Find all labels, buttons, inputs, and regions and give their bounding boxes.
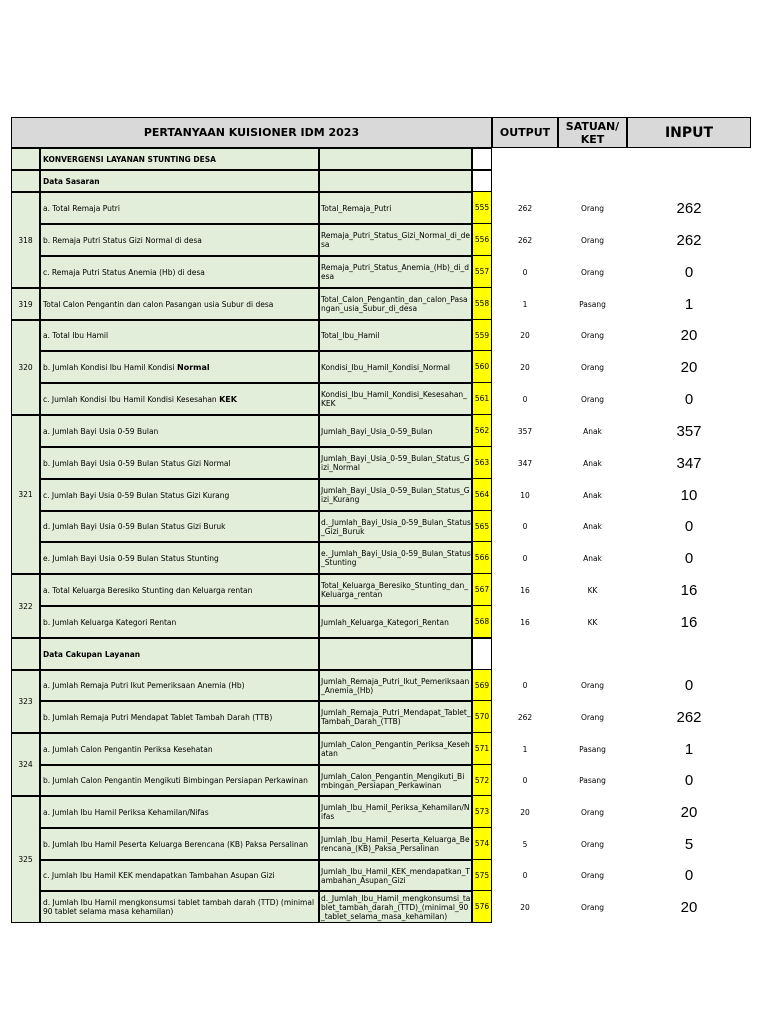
input-value: 20 xyxy=(680,358,698,376)
variable-cell: Total_Calon_Pengantin_dan_calon_Pasangan_usia_Subur_di_desa xyxy=(319,288,472,320)
question-cell xyxy=(40,606,319,638)
question-text: b. Jumlah Remaja Putri Mendapat Tablet Tambah Darah (TTB) xyxy=(43,712,273,722)
question-cell xyxy=(40,796,319,828)
question-text: c. Jumlah Bayi Usia 0-59 Bulan Status Gizi Kurang xyxy=(43,490,230,500)
code-cell: 561 xyxy=(472,383,492,415)
output-value: 20 xyxy=(520,331,530,340)
input-value: 262 xyxy=(676,199,702,217)
output-value: 16 xyxy=(520,617,530,627)
variable-cell: d._Jumlah_Ibu_Hamil_mengkonsumsi_tablet_tambah_darah_(TTD)_(minimal_90_tablet_selama_masa_kehamilan) xyxy=(319,891,472,923)
group-number: 321 xyxy=(11,415,40,574)
question-text: c. Jumlah Kondisi Ibu Hamil Kondisi Kesesahan xyxy=(43,394,220,404)
output-value: 347 xyxy=(517,458,533,468)
code-cell: 568 xyxy=(472,606,492,638)
variable-cell: Jumlah_Remaja_Putri_Mendapat_Tablet_Tambah_Darah_(TTB) xyxy=(319,701,472,733)
code-cell: 557 xyxy=(472,256,492,288)
question-cell xyxy=(40,383,319,415)
variable-cell: Total_Ibu_Hamil xyxy=(319,320,472,351)
code-cell: 565 xyxy=(472,511,492,542)
input-value: 0 xyxy=(684,867,694,884)
section-konvergensi-code xyxy=(472,148,492,170)
section-sasaran-num xyxy=(11,170,40,192)
input-value: 0 xyxy=(684,772,694,789)
satuan-value: Orang xyxy=(580,394,605,404)
question-text: a. Jumlah Ibu Hamil Periksa Kehamilan/Nifas xyxy=(43,807,209,817)
input-value: 0 xyxy=(684,549,694,567)
code-cell: 573 xyxy=(472,796,492,828)
satuan-value: KK xyxy=(587,585,598,595)
variable-cell: Jumlah_Calon_Pengantin_Periksa_Kesehatan xyxy=(319,733,472,765)
section-cakupan-value xyxy=(319,638,472,670)
group-number: 318 xyxy=(11,192,40,288)
output-value: 1 xyxy=(522,744,528,754)
input-value: 357 xyxy=(676,422,702,440)
input-value: 5 xyxy=(684,835,694,853)
satuan-value: Anak xyxy=(583,490,602,500)
question-text: d. Jumlah Ibu Hamil mengkonsumsi tablet tambah darah (TTD) (minimal 90 tablet selama masa kehamilan) xyxy=(43,898,315,916)
code-cell: 556 xyxy=(472,224,492,256)
input-value: 1 xyxy=(684,740,694,758)
group-number: 320 xyxy=(11,320,40,415)
question-cell xyxy=(40,192,319,224)
section-sasaran-label: Data Sasaran xyxy=(40,170,319,192)
question-cell xyxy=(40,479,319,511)
variable-cell: Jumlah_Ibu_Hamil_Periksa_Kehamilan/Nifas xyxy=(319,796,472,828)
variable-cell: Remaja_Putri_Status_Anemia_(Hb)_di_desa xyxy=(319,256,472,288)
question-cell xyxy=(40,224,319,256)
code-cell: 572 xyxy=(472,765,492,796)
satuan-value: Orang xyxy=(580,902,605,912)
satuan-value: Orang xyxy=(580,331,605,340)
variable-cell: Remaja_Putri_Status_Gizi_Normal_di_desa xyxy=(319,224,472,256)
section-sasaran-value xyxy=(319,170,472,192)
question-text: b. Jumlah Ibu Hamil Peserta Keluarga Berencana (KB) Paksa Persalinan xyxy=(43,839,309,849)
input-value: 0 xyxy=(684,518,694,535)
satuan-value: Orang xyxy=(580,807,605,817)
variable-cell: Jumlah_Bayi_Usia_0-59_Bulan_Status_Gizi_Kurang xyxy=(319,479,472,511)
output-value: 16 xyxy=(520,585,530,595)
question-cell xyxy=(40,511,319,542)
group-number: 322 xyxy=(11,574,40,638)
header-satuan-line2: KET xyxy=(580,132,605,146)
question-cell xyxy=(40,733,319,765)
question-cell xyxy=(40,351,319,383)
group-number: 323 xyxy=(11,670,40,733)
satuan-value: Anak xyxy=(583,426,602,436)
header-input: INPUT xyxy=(627,117,751,148)
satuan-value: Anak xyxy=(583,522,602,531)
input-value: 262 xyxy=(676,708,702,726)
code-cell: 555 xyxy=(472,192,492,224)
variable-cell: Jumlah_Ibu_Hamil_KEK_mendapatkan_Tambahan_Asupan_Gizi xyxy=(319,860,472,891)
input-value: 0 xyxy=(684,263,694,281)
question-cell xyxy=(40,860,319,891)
output-value: 20 xyxy=(520,362,530,372)
variable-cell: Jumlah_Keluarga_Kategori_Rentan xyxy=(319,606,472,638)
input-value: 0 xyxy=(684,390,694,408)
question-cell xyxy=(40,256,319,288)
group-number: 325 xyxy=(11,796,40,923)
output-value: 262 xyxy=(517,712,533,722)
question-text: b. Jumlah Keluarga Kategori Rentan xyxy=(43,617,177,627)
question-cell xyxy=(40,320,319,351)
question-text: a. Total Keluarga Beresiko Stunting dan Keluarga rentan xyxy=(43,585,253,595)
output-value: 20 xyxy=(520,902,530,912)
output-value: 357 xyxy=(517,426,533,436)
satuan-value: KK xyxy=(587,617,598,627)
satuan-value: Orang xyxy=(580,235,605,245)
variable-cell: Total_Keluarga_Beresiko_Stunting_dan_Keluarga_rentan xyxy=(319,574,472,606)
question-cell xyxy=(40,765,319,796)
output-value: 0 xyxy=(522,871,528,880)
header-satuan xyxy=(558,117,627,148)
output-value: 0 xyxy=(522,394,528,404)
section-sasaran-code xyxy=(472,170,492,192)
question-text: Total Calon Pengantin dan calon Pasangan usia Subur di desa xyxy=(43,299,274,309)
question-cell xyxy=(40,828,319,860)
section-cakupan-code xyxy=(472,638,492,670)
satuan-value: Orang xyxy=(580,681,605,690)
question-cell xyxy=(40,891,319,923)
question-cell xyxy=(40,288,319,320)
satuan-value: Orang xyxy=(580,267,605,277)
question-text: c. Remaja Putri Status Anemia (Hb) di desa xyxy=(43,267,205,277)
variable-cell: e._Jumlah_Bayi_Usia_0-59_Bulan_Status_Stunting xyxy=(319,542,472,574)
satuan-value: Orang xyxy=(580,712,605,722)
code-cell: 569 xyxy=(472,670,492,701)
section-konvergensi-value xyxy=(319,148,472,170)
question-text: a. Total Remaja Putri xyxy=(43,203,120,213)
questionnaire-table xyxy=(11,117,751,924)
code-cell: 576 xyxy=(472,891,492,923)
question-cell xyxy=(40,574,319,606)
section-konvergensi-label: KONVERGENSI LAYANAN STUNTING DESA xyxy=(40,148,319,170)
code-cell: 558 xyxy=(472,288,492,320)
question-text: c. Jumlah Ibu Hamil KEK mendapatkan Tambahan Asupan Gizi xyxy=(43,871,275,880)
question-cell xyxy=(40,447,319,479)
code-cell: 567 xyxy=(472,574,492,606)
header-question: PERTANYAAN KUISIONER IDM 2023 xyxy=(11,117,492,148)
output-value: 0 xyxy=(522,776,528,785)
satuan-value: Pasang xyxy=(579,744,606,754)
output-value: 0 xyxy=(522,267,528,277)
code-cell: 571 xyxy=(472,733,492,765)
input-value: 20 xyxy=(680,898,698,916)
input-value: 0 xyxy=(684,677,694,694)
question-text: e. Jumlah Bayi Usia 0-59 Bulan Status Stunting xyxy=(43,553,219,563)
input-value: 347 xyxy=(676,454,702,472)
question-emphasis: Normal xyxy=(177,362,210,372)
section-cakupan-label: Data Cakupan Layanan xyxy=(40,638,319,670)
code-cell: 560 xyxy=(472,351,492,383)
question-text: b. Jumlah Calon Pengantin Mengikuti Bimbingan Persiapan Perkawinan xyxy=(43,776,308,785)
section-konvergensi-num xyxy=(11,148,40,170)
input-value: 10 xyxy=(680,486,698,504)
satuan-value: Orang xyxy=(580,871,605,880)
question-text: a. Total Ibu Hamil xyxy=(43,331,109,340)
satuan-value: Anak xyxy=(583,458,602,468)
variable-cell: Jumlah_Bayi_Usia_0-59_Bulan_Status_Gizi_Normal xyxy=(319,447,472,479)
question-text: d. Jumlah Bayi Usia 0-59 Bulan Status Gizi Buruk xyxy=(43,522,226,531)
code-cell: 570 xyxy=(472,701,492,733)
output-value: 262 xyxy=(517,235,533,245)
question-cell xyxy=(40,670,319,701)
header-output: OUTPUT xyxy=(492,117,558,148)
variable-cell: Kondisi_Ibu_Hamil_Kondisi_Normal xyxy=(319,351,472,383)
variable-cell: Kondisi_Ibu_Hamil_Kondisi_Kesesahan_KEK xyxy=(319,383,472,415)
code-cell: 566 xyxy=(472,542,492,574)
output-value: 1 xyxy=(522,299,528,309)
question-cell xyxy=(40,701,319,733)
code-cell: 563 xyxy=(472,447,492,479)
input-value: 20 xyxy=(680,803,698,821)
output-value: 0 xyxy=(522,553,528,563)
output-value: 262 xyxy=(517,203,533,213)
variable-cell: Jumlah_Remaja_Putri_Ikut_Pemeriksaan_Anemia_(Hb) xyxy=(319,670,472,701)
output-value: 10 xyxy=(520,490,530,500)
satuan-value: Orang xyxy=(580,203,605,213)
code-cell: 559 xyxy=(472,320,492,351)
group-number: 319 xyxy=(11,288,40,320)
question-text: a. Jumlah Bayi Usia 0-59 Bulan xyxy=(43,426,159,436)
variable-cell: Jumlah_Ibu_Hamil_Peserta_Keluarga_Berencana_(KB)_Paksa_Persalinan xyxy=(319,828,472,860)
output-value: 5 xyxy=(522,839,528,849)
variable-cell: Total_Remaja_Putri xyxy=(319,192,472,224)
output-value: 20 xyxy=(520,807,530,817)
question-cell xyxy=(40,542,319,574)
section-cakupan-num xyxy=(11,638,40,670)
question-text: a. Jumlah Calon Pengantin Periksa Kesehatan xyxy=(43,744,213,754)
satuan-value: Anak xyxy=(583,553,602,563)
satuan-value: Orang xyxy=(580,362,605,372)
output-value: 0 xyxy=(522,681,528,690)
question-text: a. Jumlah Remaja Putri Ikut Pemeriksaan Anemia (Hb) xyxy=(43,681,245,690)
group-number: 324 xyxy=(11,733,40,796)
input-value: 16 xyxy=(680,581,698,599)
input-value: 262 xyxy=(676,231,702,249)
satuan-value: Pasang xyxy=(579,776,606,785)
header-satuan-line1: SATUAN/ xyxy=(565,119,620,133)
question-cell xyxy=(40,415,319,447)
question-text: b. Jumlah Kondisi Ibu Hamil Kondisi xyxy=(43,362,178,372)
satuan-value: Pasang xyxy=(579,299,606,309)
input-value: 16 xyxy=(680,613,698,631)
variable-cell: d._Jumlah_Bayi_Usia_0-59_Bulan_Status_Gizi_Buruk xyxy=(319,511,472,542)
code-cell: 562 xyxy=(472,415,492,447)
satuan-value: Orang xyxy=(580,839,605,849)
variable-cell: Jumlah_Calon_Pengantin_Mengikuti_Bimbingan_Persiapan_Perkawinan xyxy=(319,765,472,796)
question-text: b. Remaja Putri Status Gizi Normal di desa xyxy=(43,235,202,245)
output-value: 0 xyxy=(522,522,528,531)
code-cell: 575 xyxy=(472,860,492,891)
question-emphasis: KEK xyxy=(219,394,237,404)
code-cell: 564 xyxy=(472,479,492,511)
input-value: 20 xyxy=(680,327,698,344)
code-cell: 574 xyxy=(472,828,492,860)
question-text: b. Jumlah Bayi Usia 0-59 Bulan Status Gizi Normal xyxy=(43,458,231,468)
input-value: 1 xyxy=(684,295,694,313)
variable-cell: Jumlah_Bayi_Usia_0-59_Bulan xyxy=(319,415,472,447)
